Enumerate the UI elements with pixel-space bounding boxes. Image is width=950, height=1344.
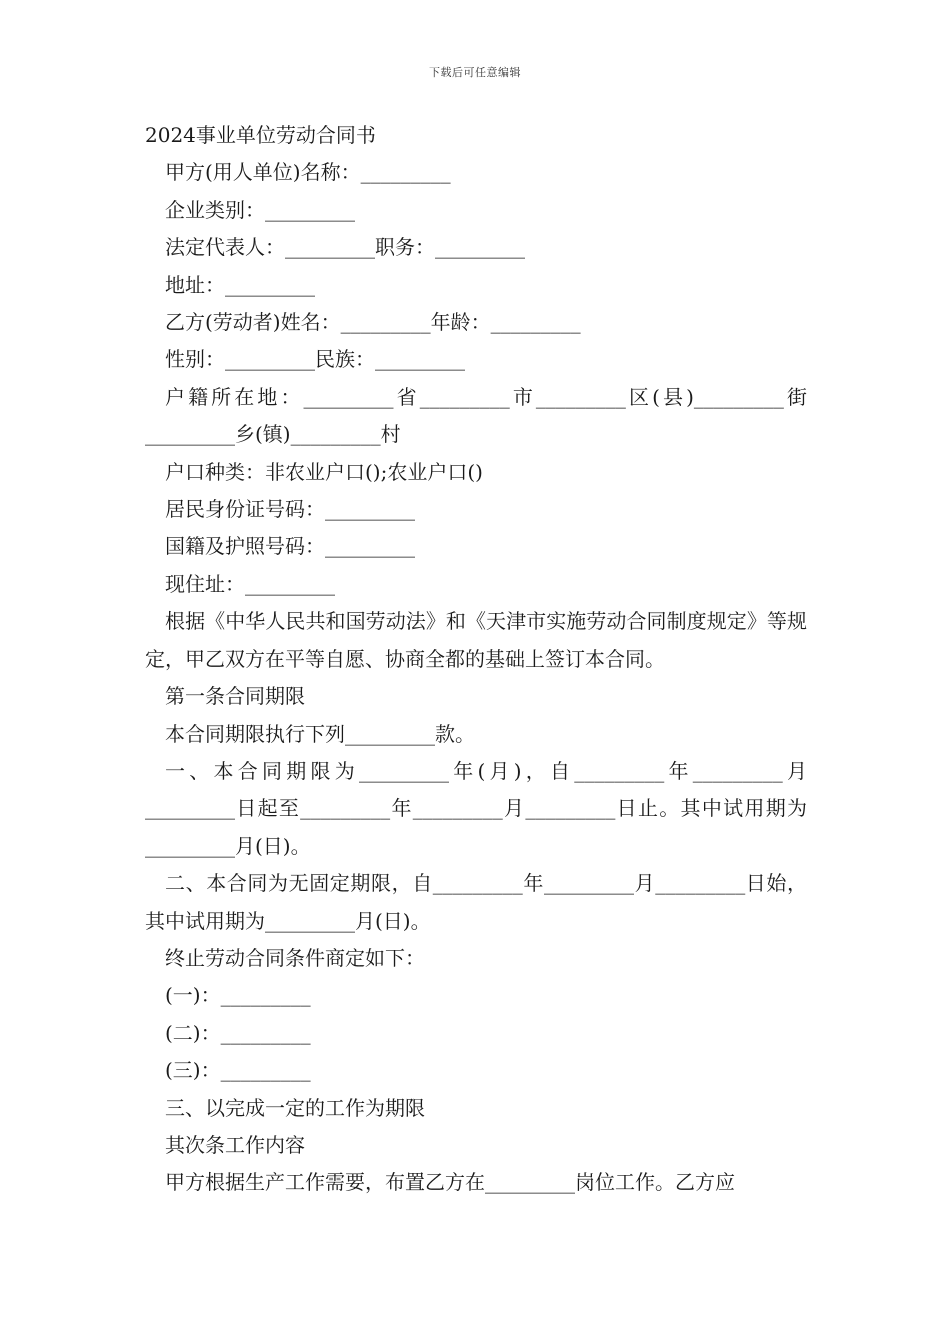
clause-fixed-term: 一、本合同期限为_________年(月)，自_________年_________月_________日起至_________年_________月_________日止。其中试用期为_________月(日)。 xyxy=(145,758,807,858)
termination-condition-1: (一)：_________ xyxy=(165,983,311,1008)
field-employer-address: 地址：_________ xyxy=(165,272,315,297)
article-1-heading: 第一条合同期限 xyxy=(165,684,305,709)
article-2-body: 甲方根据生产工作需要，布置乙方在_________岗位工作。乙方应 xyxy=(165,1170,735,1195)
field-enterprise-type: 企业类别：_________ xyxy=(165,197,355,222)
clause-task-term: 三、以完成一定的工作为期限 xyxy=(165,1095,425,1120)
field-nationality-passport: 国籍及护照号码：_________ xyxy=(165,534,415,559)
document-body xyxy=(145,117,807,1202)
field-employee-name-age: 乙方(劳动者)姓名：_________年龄：_________ xyxy=(165,310,581,335)
field-household-type: 户口种类：非农业户口();农业户口() xyxy=(165,459,483,484)
article-1-intro: 本合同期限执行下列_________款。 xyxy=(165,721,475,746)
field-legal-representative: 法定代表人：_________职务：_________ xyxy=(165,235,525,260)
header-note: 下载后可任意编辑 xyxy=(429,66,521,79)
preamble-paragraph: 根据《中华人民共和国劳动法》和《天津市实施劳动合同制度规定》等规定，甲乙双方在平等自愿、协商全都的基础上签订本合同。 xyxy=(145,609,807,671)
termination-condition-2: (二)：_________ xyxy=(165,1020,311,1045)
clause-open-term: 二、本合同为无固定期限，自_________年_________月_________日始，其中试用期为_________月(日)。 xyxy=(145,871,807,933)
field-employer-name: 甲方(用人单位)名称：_________ xyxy=(165,160,451,185)
document-title: 2024事业单位劳动合同书 xyxy=(145,123,376,147)
field-current-address: 现住址：_________ xyxy=(165,571,335,596)
termination-conditions-heading: 终止劳动合同条件商定如下： xyxy=(165,945,425,970)
termination-condition-3: (三)：_________ xyxy=(165,1058,311,1083)
field-id-number: 居民身份证号码：_________ xyxy=(165,497,415,522)
field-gender-ethnicity: 性别：_________民族：_________ xyxy=(165,347,465,372)
article-2-heading: 其次条工作内容 xyxy=(165,1132,305,1157)
field-household-registration: 户籍所在地：_________省_________市_________区(县)_________街_________乡(镇)_________村 xyxy=(145,384,807,447)
